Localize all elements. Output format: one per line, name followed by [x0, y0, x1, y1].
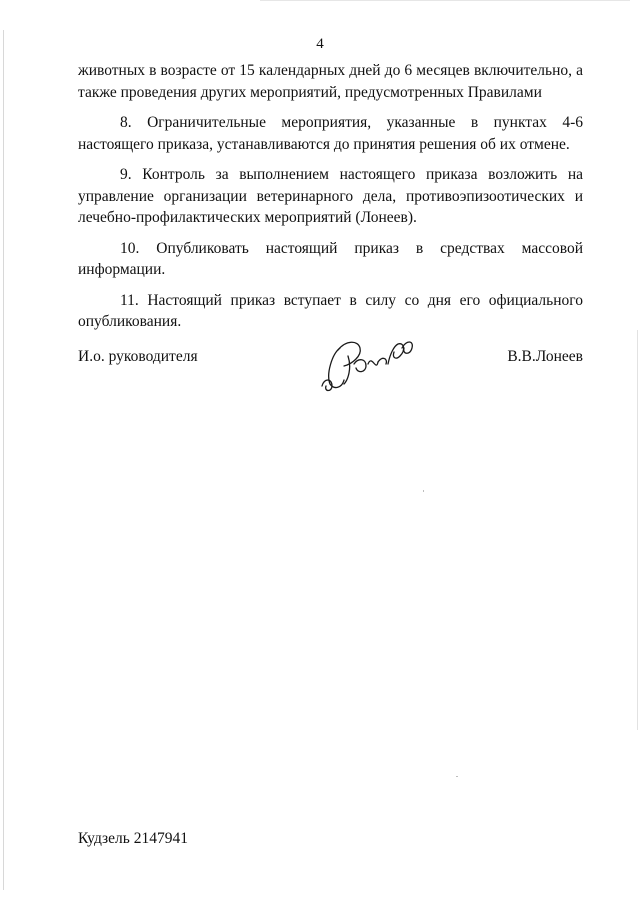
- paragraph-11: 11. Настоящий приказ вступает в силу со дня его официального опубликования.: [78, 291, 583, 330]
- document-body: [78, 60, 583, 342]
- paragraph-9: 9. Контроль за выполнением настоящего приказа возложить на управление организации ветеринарного дела, противоэпизоотических и лечебно-профилактических мероприятий (Лонеев).: [78, 166, 583, 226]
- paragraph-8: 8. Ограничительные мероприятия, указанные в пунктах 4-6 настоящего приказа, устанавливаются до принятия решения об их отмене.: [78, 114, 583, 153]
- scan-edge-top: [260, 0, 630, 1]
- scan-edge-right: [637, 330, 638, 730]
- signer-title: И.о. руководителя: [78, 348, 198, 365]
- paragraph-10: 10. Опубликовать настоящий приказ в средствах массовой информации.: [78, 239, 583, 278]
- page-number: 4: [316, 36, 324, 52]
- scan-speck: [456, 776, 458, 777]
- scan-edge-left: [3, 30, 4, 890]
- scan-speck: [423, 490, 424, 492]
- handwritten-signature: [318, 334, 418, 394]
- signer-name: В.В.Лонеев: [507, 348, 583, 365]
- signature-block: [78, 346, 583, 406]
- paragraph-continuation: животных в возрасте от 15 календарных дней до 6 месяцев включительно, а также проведения других мероприятий, предусмотренных Правилами: [78, 62, 583, 101]
- executor-note: Кудзель 2147941: [78, 830, 188, 847]
